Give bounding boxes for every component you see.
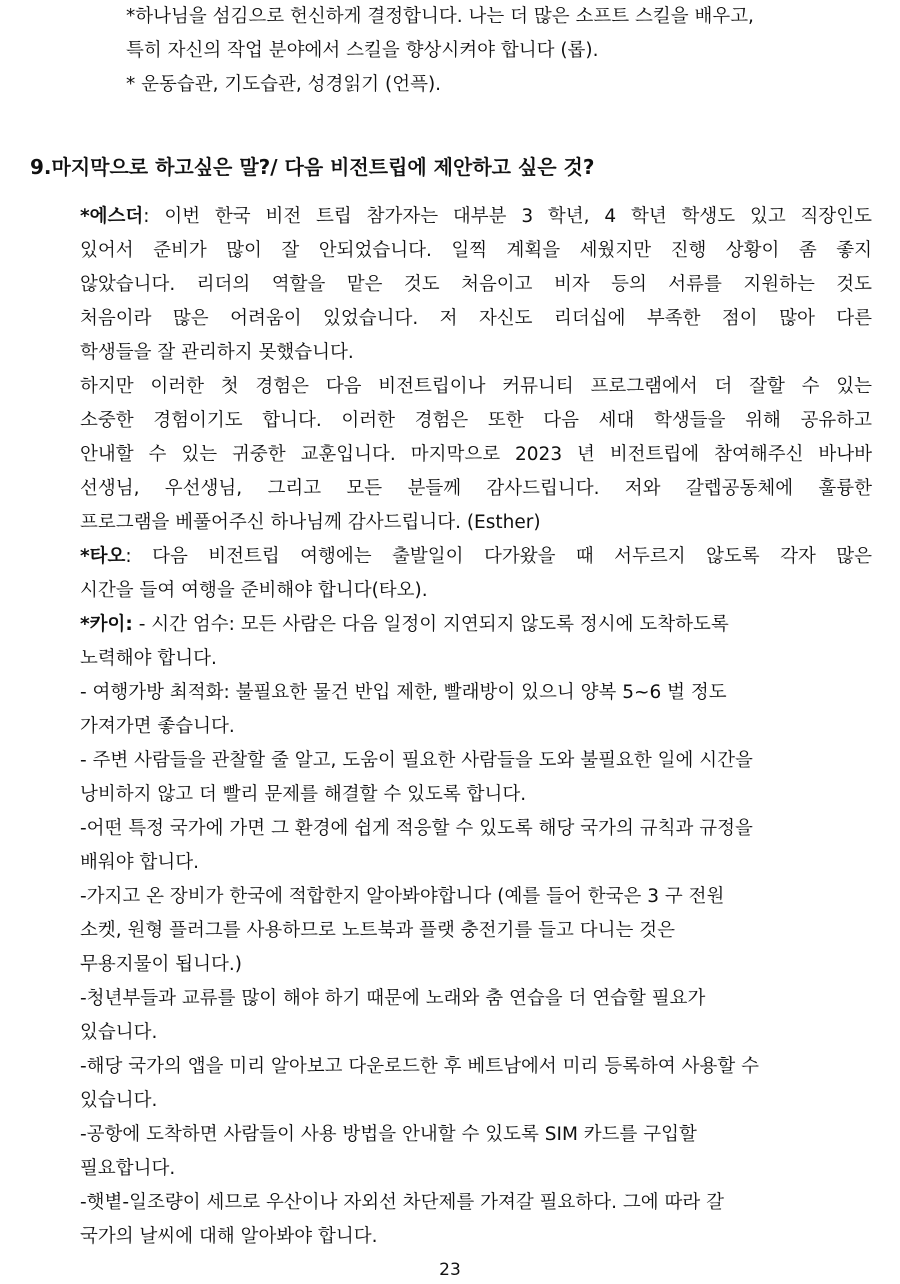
kai-paragraph-line: 필요합니다.	[80, 1158, 176, 1179]
kai-list-item: -가지고 온 장비가 한국에 적합한지 알아봐야합니다 (예를 들어 한국은 3 구 전원	[80, 886, 725, 907]
kai-paragraph-line: 노력해야 합니다.	[80, 648, 217, 669]
kai-paragraph-line: 배워야 합니다.	[80, 852, 199, 873]
kai-paragraph-line	[80, 613, 729, 637]
kai-paragraph-line: 소켓, 원형 플러그를 사용하므로 노트북과 플랫 충전기를 들고 다니는 것은	[80, 920, 675, 941]
intro-line: * 운동습관, 기도습관, 성경읽기 (언픅).	[126, 74, 442, 95]
esther-paragraph-line: 안내할 수 있는 귀중한 교훈입니다. 마지막으로 2023 년 비전트립에 참여해주신 바나바	[80, 444, 872, 465]
kai-list-item: - 여행가방 최적화: 불필요한 물건 반입 제한, 빨래방이 있으니 양복 5~6 벌 정도	[80, 682, 727, 703]
page-number: 23	[439, 1260, 461, 1280]
esther-paragraph-line: 처음이라 많은 어려움이 있었습니다. 저 자신도 리더십에 부족한 점이 많아 다른	[80, 308, 872, 329]
esther-paragraph-line: 있어서 준비가 많이 잘 안되었습니다. 일찍 계획을 세웠지만 진행 상황이 좀 좋지	[80, 240, 872, 261]
section-heading: 9.마지막으로 하고싶은 말?/ 다음 비전트립에 제안하고 싶은 것?	[30, 155, 595, 179]
kai-paragraph-line: 낭비하지 않고 더 빨리 문제를 해결할 수 있도록 합니다.	[80, 784, 527, 805]
speaker-name-tao: *타오	[80, 546, 126, 567]
esther-paragraph-line: 학생들을 잘 관리하지 못했습니다.	[80, 342, 354, 363]
esther-paragraph-line: 소중한 경험이기도 합니다. 이러한 경험은 또한 다음 세대 학생들을 위해 공유하고	[80, 410, 872, 431]
kai-list-item: -햇볕-일조량이 세므로 우산이나 자외선 차단제를 가져갈 필요하다. 그에 따라 갈	[80, 1192, 725, 1213]
esther-paragraph-line: 하지만 이러한 첫 경험은 다음 비전트립이나 커뮤니티 프로그램에서 더 잘할 수 있는	[80, 376, 872, 397]
esther-text: : 이번 한국 비전 트립 참가자는 대부분 3 학년, 4 학년 학생도 있고 직장인도	[143, 206, 872, 227]
esther-paragraph-line: 않았습니다. 리더의 역할을 맡은 것도 처음이고 비자 등의 서류를 지원하는 것도	[80, 274, 872, 295]
tao-text: : 다음 비전트립 여행에는 출발일이 다가왔을 때 서두르지 않도록 각자 많은	[125, 546, 872, 567]
kai-paragraph-line: 있습니다.	[80, 1090, 158, 1111]
kai-list-item: -해당 국가의 앱을 미리 알아보고 다운로드한 후 베트남에서 미리 등록하여 사용할 수	[80, 1056, 759, 1077]
kai-paragraph-line: 있습니다.	[80, 1022, 158, 1043]
kai-list-item: -청년부들과 교류를 많이 해야 하기 때문에 노래와 춤 연습을 더 연습할 필요가	[80, 988, 706, 1009]
tao-paragraph-line: 시간을 들여 여행을 준비해야 합니다(타오).	[80, 580, 428, 601]
kai-list-item: -어떤 특정 국가에 가면 그 환경에 쉽게 적응할 수 있도록 해당 국가의 규칙과 규정을	[80, 818, 753, 839]
esther-paragraph-line: 선생님, 우선생님, 그리고 모든 분들께 감사드립니다. 저와 갈렙공동체에 훌륭한	[80, 478, 872, 499]
speaker-name-kai: *카이:	[80, 614, 133, 635]
esther-paragraph-line: 프로그램을 베풀어주신 하나님께 감사드립니다. (Esther)	[80, 512, 541, 533]
kai-list-item: - 주변 사람들을 관찰할 줄 알고, 도움이 필요한 사람들을 도와 불필요한 일에 시간을	[80, 750, 753, 771]
kai-paragraph-line: 국가의 날씨에 대해 알아봐야 합니다.	[80, 1226, 378, 1247]
intro-line: 특히 자신의 작업 분야에서 스킬을 향상시켜야 합니다 (롭).	[126, 40, 599, 61]
kai-list-item: -공항에 도착하면 사람들이 사용 방법을 안내할 수 있도록 SIM 카드를 구입할	[80, 1124, 697, 1145]
kai-paragraph-line: 무용지물이 됩니다.)	[80, 954, 242, 975]
tao-paragraph-line	[80, 545, 872, 569]
kai-text: - 시간 엄수: 모든 사람은 다음 일정이 지연되지 않도록 정시에 도착하도록	[132, 614, 729, 635]
speaker-name-esther: *에스더	[80, 206, 144, 227]
esther-paragraph-line	[80, 205, 872, 229]
intro-line: *하나님을 섬김으로 헌신하게 결정합니다. 나는 더 많은 소프트 스킬을 배우고,	[126, 6, 754, 27]
kai-paragraph-line: 가져가면 좋습니다.	[80, 716, 235, 737]
